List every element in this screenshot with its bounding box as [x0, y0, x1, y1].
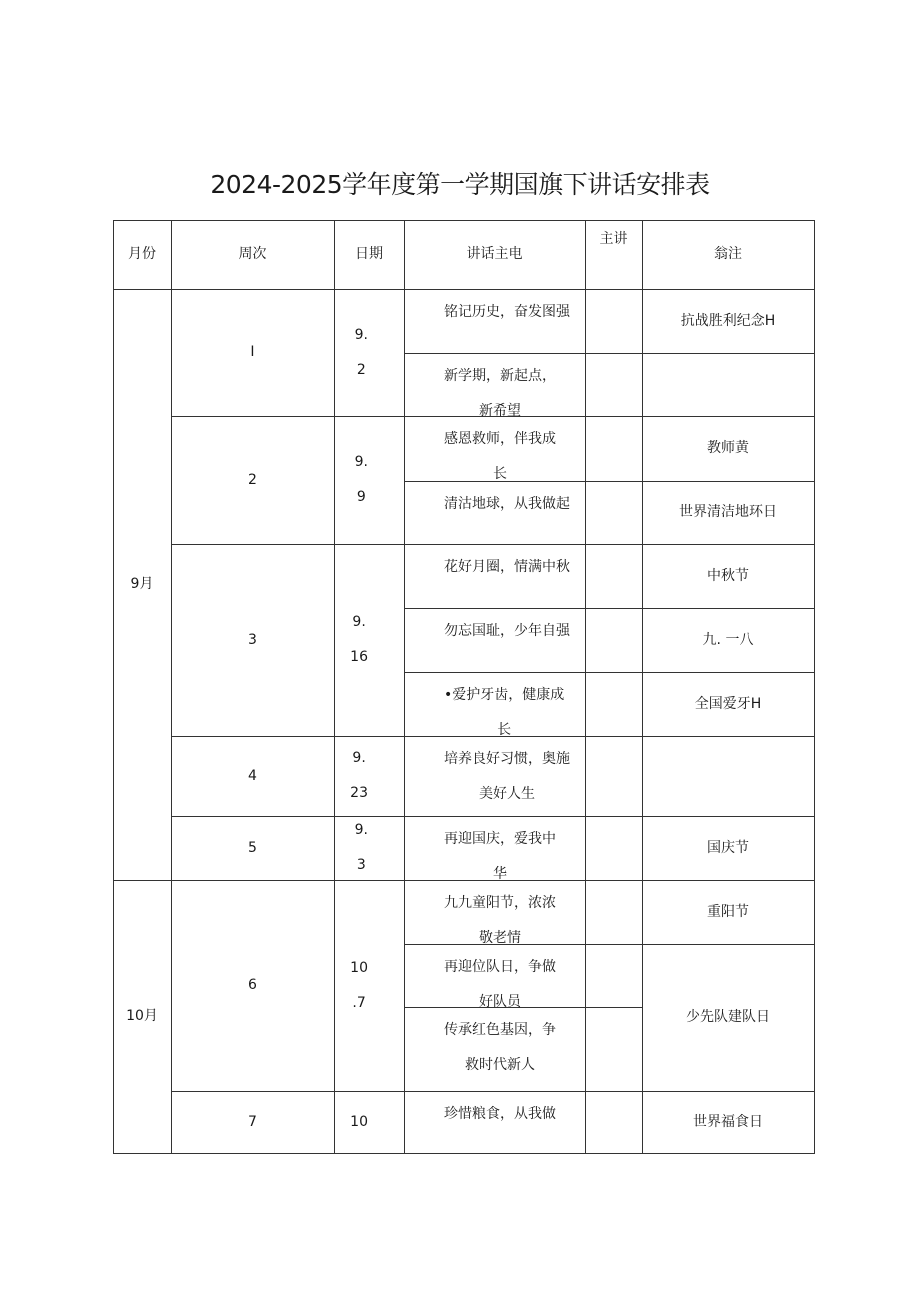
remark-cell	[642, 736, 814, 816]
topic-cell-text: 新希望	[479, 403, 521, 419]
week-cell	[171, 816, 334, 880]
remark-cell-text: 重阳节	[707, 903, 749, 920]
header-remark	[642, 220, 814, 289]
week-cell-text: 6	[248, 977, 257, 993]
header-topic-text: 讲话主电	[466, 246, 523, 262]
date-cell	[334, 816, 404, 880]
topic-cell	[404, 672, 585, 736]
remark-cell	[642, 544, 814, 608]
topic-cell-text: 铭记历史，奋发图强	[444, 304, 570, 320]
date-cell-text: 3	[356, 857, 366, 873]
topic-cell	[404, 1007, 585, 1091]
topic-cell	[404, 416, 585, 481]
remark-cell-text: 全国爱牙H	[694, 695, 762, 712]
week-cell	[171, 544, 334, 736]
topic-cell	[404, 481, 585, 544]
date-cell-text: 16	[350, 649, 368, 665]
remark-cell	[642, 672, 814, 736]
remark-cell	[642, 353, 814, 416]
date-cell-text: 9.	[352, 614, 366, 630]
week-cell	[171, 1091, 334, 1153]
date-cell-text: 9	[356, 489, 366, 505]
week-cell	[171, 416, 334, 544]
topic-cell-text: 好队员	[479, 994, 521, 1010]
header-week-text: 周次	[238, 246, 267, 262]
month-cell	[113, 289, 171, 880]
date-cell	[334, 544, 404, 736]
remark-cell	[642, 944, 814, 1091]
header-week	[171, 220, 334, 289]
topic-cell-text: 清沽地球，从我做起	[444, 496, 570, 512]
column-border-4	[585, 220, 586, 1154]
date-cell	[334, 416, 404, 544]
topic-cell-text: 美好人生	[479, 786, 535, 802]
header-topic	[404, 220, 585, 289]
topic-cell	[404, 289, 585, 353]
topic-cell	[404, 353, 585, 419]
topic-cell	[404, 880, 585, 944]
month-cell-text: 10月	[126, 1008, 158, 1024]
week-cell-text: 7	[248, 1113, 257, 1130]
week-cell-text: 2	[248, 471, 257, 488]
topic-cell-text: 九九童阳节，浓浓	[444, 895, 556, 911]
column-border-6	[814, 220, 815, 1154]
date-cell-text: 9.	[354, 326, 368, 343]
topic-cell-text: 培养良好习惯，奥施	[444, 751, 570, 767]
remark-cell	[642, 416, 814, 481]
date-cell-text: 2	[356, 361, 366, 378]
topic-cell-text: 再迎国庆，爱我中	[444, 831, 556, 847]
topic-cell-text: 花好月圈，情满中秋	[444, 559, 570, 575]
topic-cell	[404, 1091, 585, 1153]
remark-cell	[642, 1091, 814, 1153]
remark-cell-text: 抗战胜利纪念H	[680, 312, 776, 329]
remark-cell	[642, 608, 814, 672]
header-remark-text: 翁注	[714, 246, 742, 262]
remark-cell	[642, 481, 814, 544]
date-cell-text: 9.	[354, 822, 368, 838]
header-speaker	[585, 220, 642, 289]
month-cell-text: 9月	[130, 576, 154, 592]
remark-cell-text: 中秋节	[707, 567, 749, 584]
topic-cell-text: 再迎位队日，争做	[444, 959, 556, 975]
week-cell-text: 3	[248, 631, 257, 648]
topic-cell-text: 传承红色基因，争	[444, 1022, 556, 1038]
topic-cell-text: •爱护牙齿，健康成	[444, 687, 565, 703]
header-month-text: 月份	[128, 246, 156, 262]
month-cell	[113, 880, 171, 1153]
week-cell-text: 5	[248, 839, 257, 856]
remark-cell-text: 国庆节	[707, 839, 749, 856]
remark-cell-text: 九. 一八	[702, 631, 754, 648]
date-cell-text: 10	[350, 959, 368, 976]
date-cell	[334, 1091, 404, 1153]
week-cell-text: I	[250, 344, 255, 360]
date-cell	[334, 289, 404, 416]
topic-cell-text: 长	[497, 722, 512, 738]
header-date-text: 日期	[355, 246, 383, 262]
date-cell-text: 9.	[352, 750, 366, 766]
topic-cell	[404, 816, 585, 880]
topic-cell	[404, 544, 585, 608]
table-bottom-border	[113, 1153, 815, 1154]
remark-cell-text: 少先队建队日	[686, 1009, 770, 1025]
date-cell	[334, 880, 404, 1091]
topic-cell	[404, 944, 585, 1010]
remark-cell	[642, 880, 814, 944]
week-cell-text: 4	[248, 767, 257, 784]
date-cell-text: .7	[352, 994, 366, 1011]
remark-cell-text: 世界福食日	[693, 1113, 763, 1130]
date-cell-text: 9.	[354, 454, 368, 470]
topic-cell	[404, 608, 585, 672]
topic-cell	[404, 736, 585, 816]
topic-cell-text: 敬老情	[479, 930, 521, 946]
remark-cell	[642, 289, 814, 353]
header-date	[334, 220, 404, 289]
week-cell	[171, 736, 334, 816]
topic-cell-text: 华	[493, 866, 507, 882]
week-cell	[171, 289, 334, 416]
topic-cell-text: 珍惜粮食，从我做	[444, 1106, 556, 1122]
remark-cell-text: 世界清洁地环日	[679, 504, 777, 520]
topic-cell-text: 勿忘国耻，少年自强	[444, 623, 570, 639]
date-cell	[334, 736, 404, 816]
topic-cell-text: 新学期，新起点，	[444, 368, 556, 384]
topic-cell-text: 长	[493, 466, 507, 482]
date-cell-text: 23	[350, 785, 368, 801]
remark-cell-text: 教师黄	[707, 440, 749, 456]
remark-cell	[642, 816, 814, 880]
header-speaker-text: 主讲	[599, 231, 628, 247]
page-title: 2024-2025学年度第一学期国旗下讲话安排表	[210, 170, 710, 199]
date-cell-text: 10	[350, 1113, 368, 1130]
topic-cell-text: 感恩救师，伴我成	[444, 431, 556, 447]
week-cell	[171, 880, 334, 1091]
header-month	[113, 220, 171, 289]
topic-cell-text: 救时代新人	[465, 1057, 535, 1073]
